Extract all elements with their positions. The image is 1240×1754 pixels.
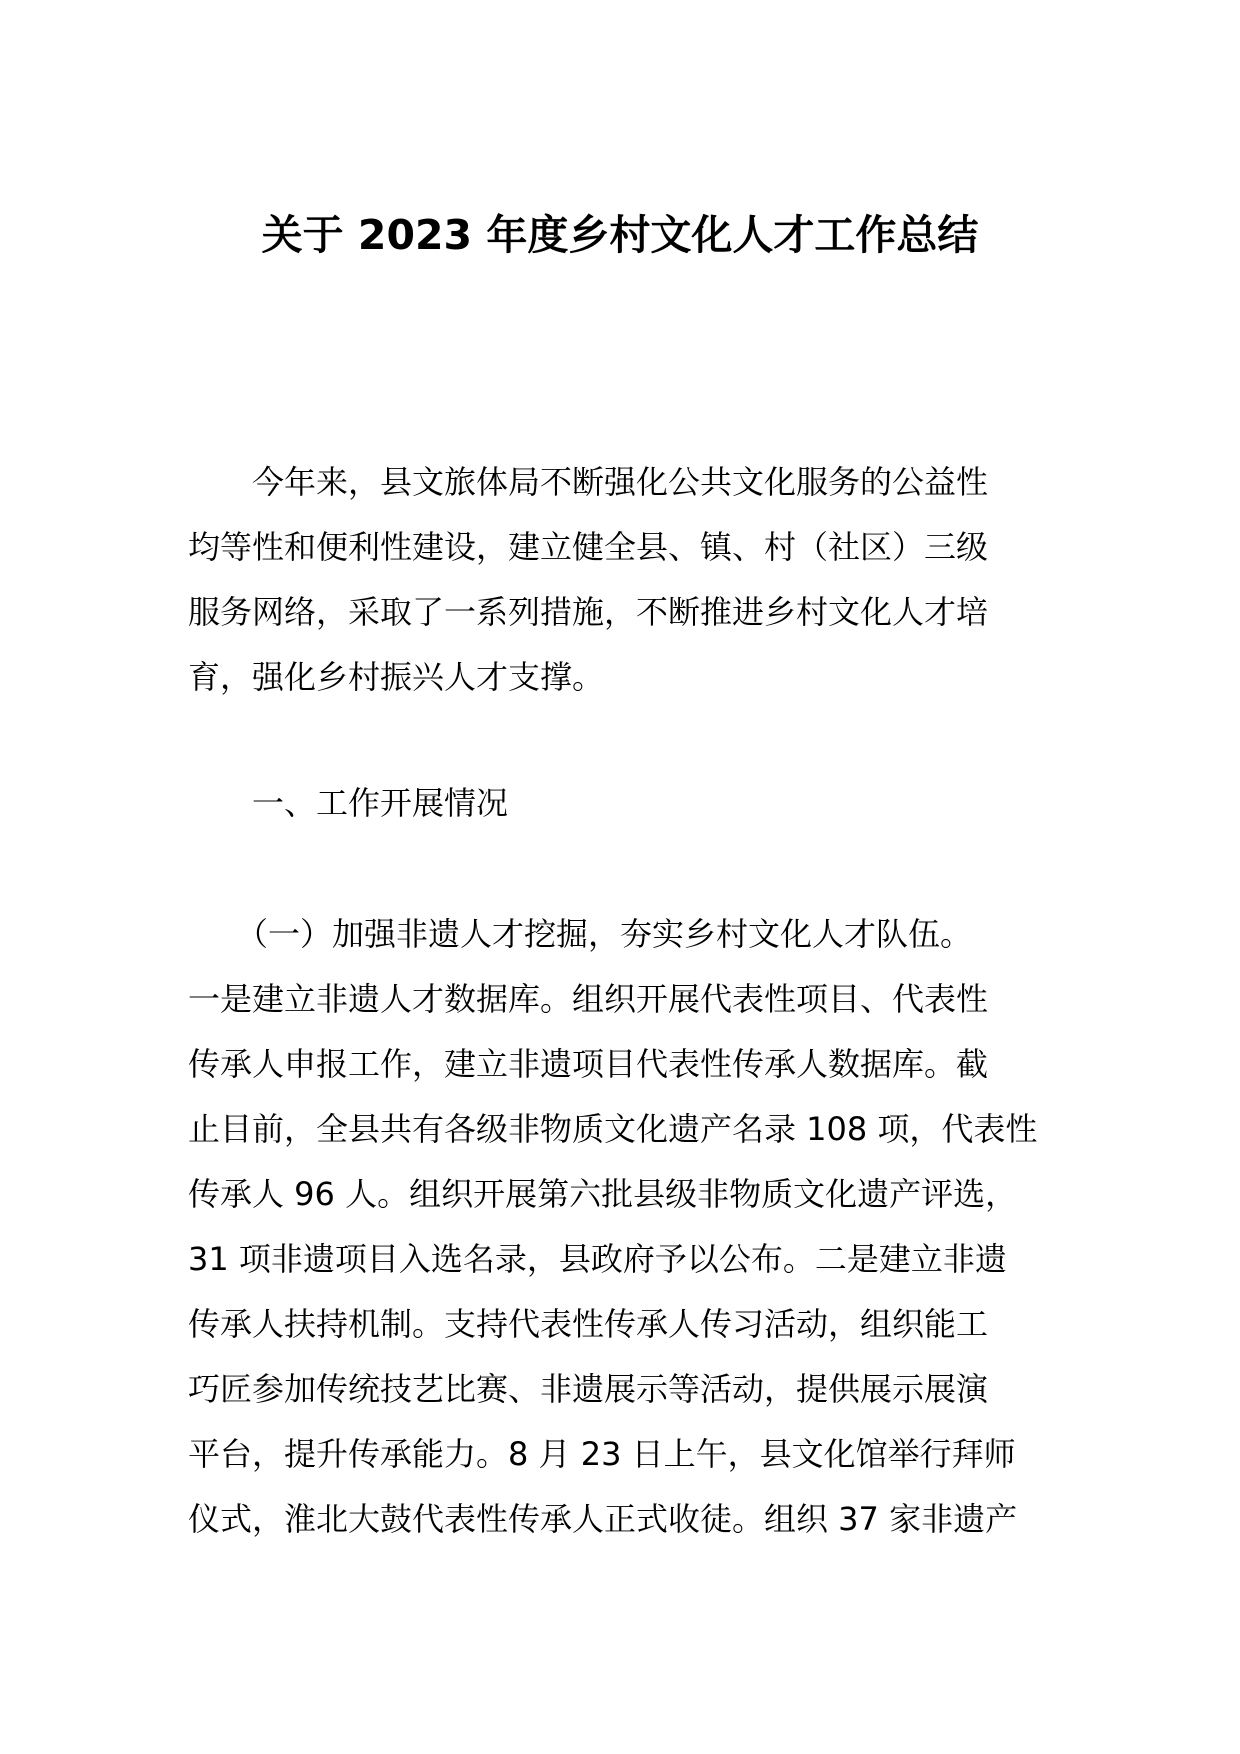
section-1-paragraph <box>188 902 1050 1552</box>
section-heading <box>188 771 1050 836</box>
intro-paragraph <box>188 450 1050 710</box>
section-line: 传承人扶持机制。支持代表性传承人传习活动，组织能工 <box>188 1305 989 1343</box>
intro-line: 育，强化乡村振兴人才支撑。 <box>188 658 605 696</box>
section-line: 一是建立非遗人才数据库。组织开展代表性项目、代表性 <box>188 980 989 1018</box>
section-line: 止目前，全县共有各级非物质文化遗产名录 108 项，代表性 <box>188 1110 1038 1148</box>
intro-line: 服务网络，采取了一系列措施，不断推进乡村文化人才培 <box>188 593 989 631</box>
section-line: 巧匠参加传统技艺比赛、非遗展示等活动，提供展示展演 <box>188 1370 989 1408</box>
section-line: （一）加强非遗人才挖掘，夯实乡村文化人才队伍。 <box>188 915 973 953</box>
section-line: 平台，提升传承能力。8 月 23 日上午，县文化馆举行拜师 <box>188 1435 1016 1473</box>
section-line: 传承人 96 人。组织开展第六批县级非物质文化遗产评选， <box>188 1175 1018 1213</box>
intro-line: 均等性和便利性建设，建立健全县、镇、村（社区）三级 <box>188 528 989 566</box>
section-line: 31 项非遗项目入选名录，县政府予以公布。二是建立非遗 <box>188 1240 1007 1278</box>
section-line: 传承人申报工作，建立非遗项目代表性传承人数据库。截 <box>188 1045 989 1083</box>
section-heading-text: 一、工作开展情况 <box>188 784 509 822</box>
document-title: 关于 2023 年度乡村文化人才工作总结 <box>261 211 979 259</box>
intro-line: 今年来，县文旅体局不断强化公共文化服务的公益性 <box>188 463 989 501</box>
section-line: 仪式，淮北大鼓代表性传承人正式收徒。组织 37 家非遗产 <box>188 1500 1018 1538</box>
